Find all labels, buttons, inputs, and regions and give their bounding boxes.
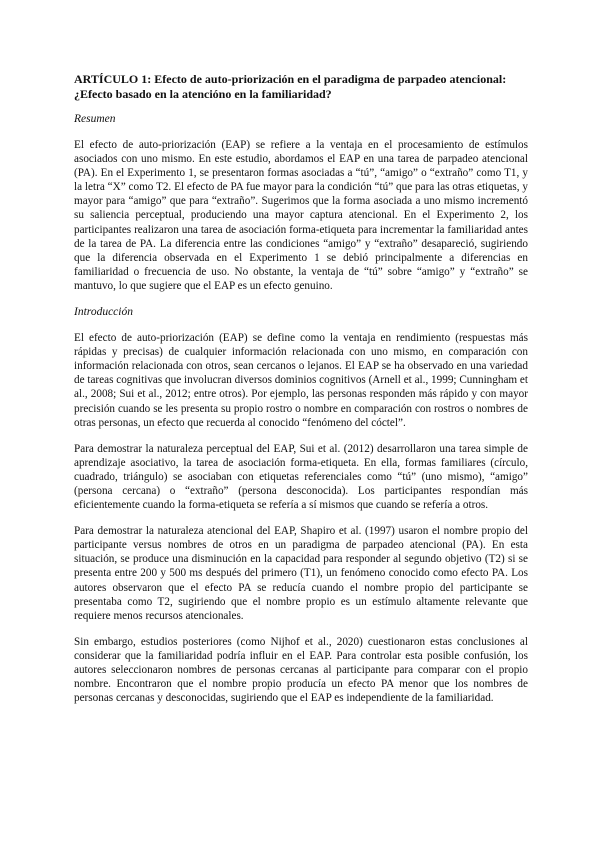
intro-paragraph-1: El efecto de auto-priorización (EAP) se define como la ventaja en rendimiento (respuestas más rápidas y precisas) de cualquier información relacionada con uno mismo, en comparación con información relacionada con otros, sean cercanos o lejanos. El EAP se ha observado en una variedad de tareas cognitivas que involucran diversos dominios cognitivos (Arnell et al., 1999; Cunningham et al., 2008; Sui et al., 2012; entre otros). Por ejemplo, las personas responden más rápido y con mayor precisión cuando se les presenta su propio rostro o nombre en comparación con rostros o nombres de otras personas, un efecto que recuerda al conocido “fenómeno del cóctel”. bbox=[74, 332, 528, 429]
article-title: ARTÍCULO 1: Efecto de auto-priorización en el paradigma de parpadeo atencional: ¿Efecto basado en la atencióno en la familiaridad? bbox=[74, 72, 507, 101]
abstract-heading: Resumen bbox=[74, 113, 116, 125]
abstract-paragraph: El efecto de auto-priorización (EAP) se refiere a la ventaja en el procesamiento de estímulos asociados con uno mismo. En este estudio, abordamos el EAP en una tarea de parpadeo atencional (PA). En el Experimento 1, se presentaron formas asociadas a “tú”, “amigo” o “extraño” como T1, y la letra “X” como T2. El efecto de PA fue mayor para la condición “tú” que para las otras etiquetas, y mayor para “amigo” que para “extraño”. Sugerimos que la forma asociada a uno mismo incrementó su saliencia perceptual, produciendo una mayor captura atencional. En el Experimento 2, los participantes realizaron una tarea de asociación forma-etiqueta para incrementar la familiaridad antes de la tarea de PA. La diferencia entre las condiciones “amigo” y “extraño” desapareció, sugiriendo que la diferencia observada en el Experimento 1 se debió principalmente a diferencias en familiaridad o frecuencia de uso. No obstante, la ventaja de “tú” sobre “amigo” y “extraño” se mantuvo, lo que sugiere que el EAP es un efecto genuino. bbox=[74, 139, 528, 292]
intro-paragraph-3: Para demostrar la naturaleza atencional del EAP, Shapiro et al. (1997) usaron el nombre propio del participante versus nombres de otros en un paradigma de parpadeo atencional (PA). En esta situación, se produce una disminución en la capacidad para responder al segundo objetivo (T2) si se presenta entre 200 y 500 ms después del primero (T1), un fenómeno conocido como efecto PA. Los autores observaron que el efecto PA se reducía cuando el nombre propio del participante se presentaba como T2, sugiriendo que el nombre propio es un estímulo altamente relevante que requiere menos recursos atencionales. bbox=[74, 525, 528, 622]
intro-paragraph-4: Sin embargo, estudios posteriores (como Nijhof et al., 2020) cuestionaron estas conclusiones al considerar que la familiaridad podría influir en el EAP. Para controlar esta posible confusión, los autores seleccionaron nombres de personas cercanas al participante para comparar con el propio nombre. Encontraron que el nombre propio producía un efecto PA menor que los nombres de personas cercanas y desconocidas, sugiriendo que el EAP es independiente de la familiaridad. bbox=[74, 635, 528, 705]
introduction-heading: Introducción bbox=[74, 306, 133, 319]
intro-paragraph-2: Para demostrar la naturaleza perceptual del EAP, Sui et al. (2012) desarrollaron una tarea simple de aprendizaje asociativo, la tarea de asociación forma-etiqueta. En ella, formas familiares (círculo, cuadrado, triángulo) se asociaban con etiquetas referenciales como “tú” (uno mismo), “amigo” (persona cercana) o “extraño” (persona desconocida). Los participantes respondían más eficientemente cuando la forma-etiqueta se refería a sí mismos que cuando se refería a otros. bbox=[74, 442, 528, 512]
